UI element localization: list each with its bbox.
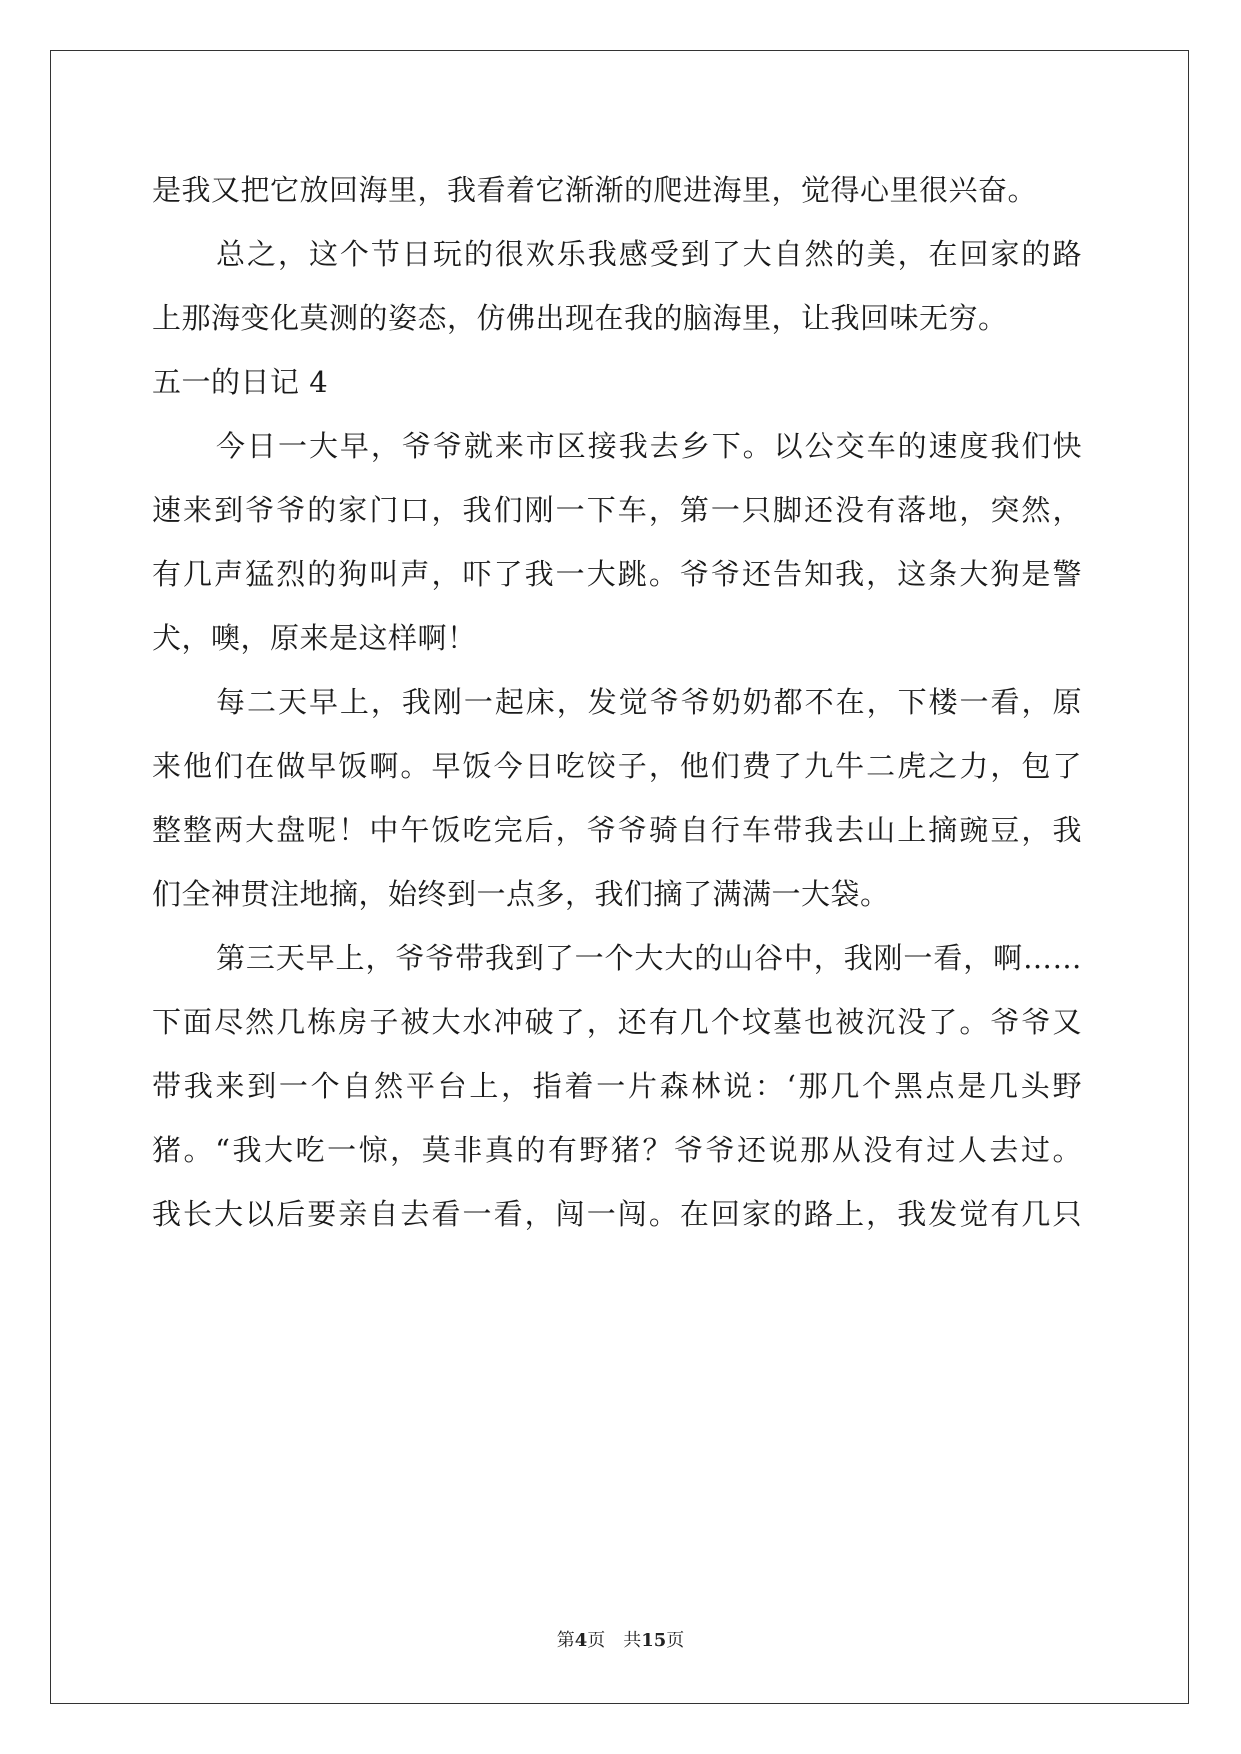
text-line-8: 犬，噢，原来是这样啊！ (152, 621, 477, 655)
total-pages: 15 (641, 1630, 667, 1651)
page-number: 4 (574, 1630, 588, 1651)
footer-total-prefix: 共 (623, 1630, 642, 1651)
text-line-2: 总之，这个节日玩的很欢乐我感受到了大自然的美，在回家的路 (216, 237, 1082, 271)
text-line-5: 今日一大早，爷爷就来市区接我去乡下。以公交车的速度我们快 (216, 429, 1082, 463)
section-heading: 五一的日记 4 (152, 365, 329, 399)
footer-prefix: 第 (556, 1630, 575, 1651)
text-line-10: 来他们在做早饭啊。早饭今日吃饺子，他们费了九牛二虎之力，包了 (152, 749, 1082, 783)
text-line-11: 整整两大盘呢！中午饭吃完后，爷爷骑自行车带我去山上摘豌豆，我 (152, 813, 1082, 847)
footer-page-suffix: 页 (587, 1630, 606, 1651)
text-line-14: 下面尽然几栋房子被大水冲破了，还有几个坟墓也被沉没了。爷爷又 (152, 1005, 1082, 1039)
text-line-1: 是我又把它放回海里，我看着它渐渐的爬进海里，觉得心里很兴奋。 (152, 173, 1038, 207)
text-line-9: 每二天早上，我刚一起床，发觉爷爷奶奶都不在，下楼一看，原 (216, 685, 1082, 719)
document-body (152, 158, 1082, 1246)
text-line-7: 有几声猛烈的狗叫声，吓了我一大跳。爷爷还告知我，这条大狗是警 (152, 557, 1082, 591)
text-line-13: 第三天早上，爷爷带我到了一个大大的山谷中，我刚一看，啊…… (216, 941, 1082, 975)
footer-total-suffix: 页 (666, 1630, 685, 1651)
text-line-16: 猪。“我大吃一惊，莫非真的有野猪？爷爷还说那从没有过人去过。 (152, 1133, 1082, 1167)
text-line-17: 我长大以后要亲自去看一看，闯一闯。在回家的路上，我发觉有几只 (152, 1197, 1082, 1231)
text-line-6: 速来到爷爷的家门口，我们刚一下车，第一只脚还没有落地，突然， (152, 493, 1082, 527)
text-line-12: 们全神贯注地摘，始终到一点多，我们摘了满满一大袋。 (152, 877, 890, 911)
page-footer (0, 1626, 1241, 1652)
text-line-15: 带我来到一个自然平台上，指着一片森林说：‘那几个黑点是几头野 (152, 1069, 1082, 1103)
text-line-3: 上那海变化莫测的姿态，仿佛出现在我的脑海里，让我回味无穷。 (152, 301, 1008, 335)
